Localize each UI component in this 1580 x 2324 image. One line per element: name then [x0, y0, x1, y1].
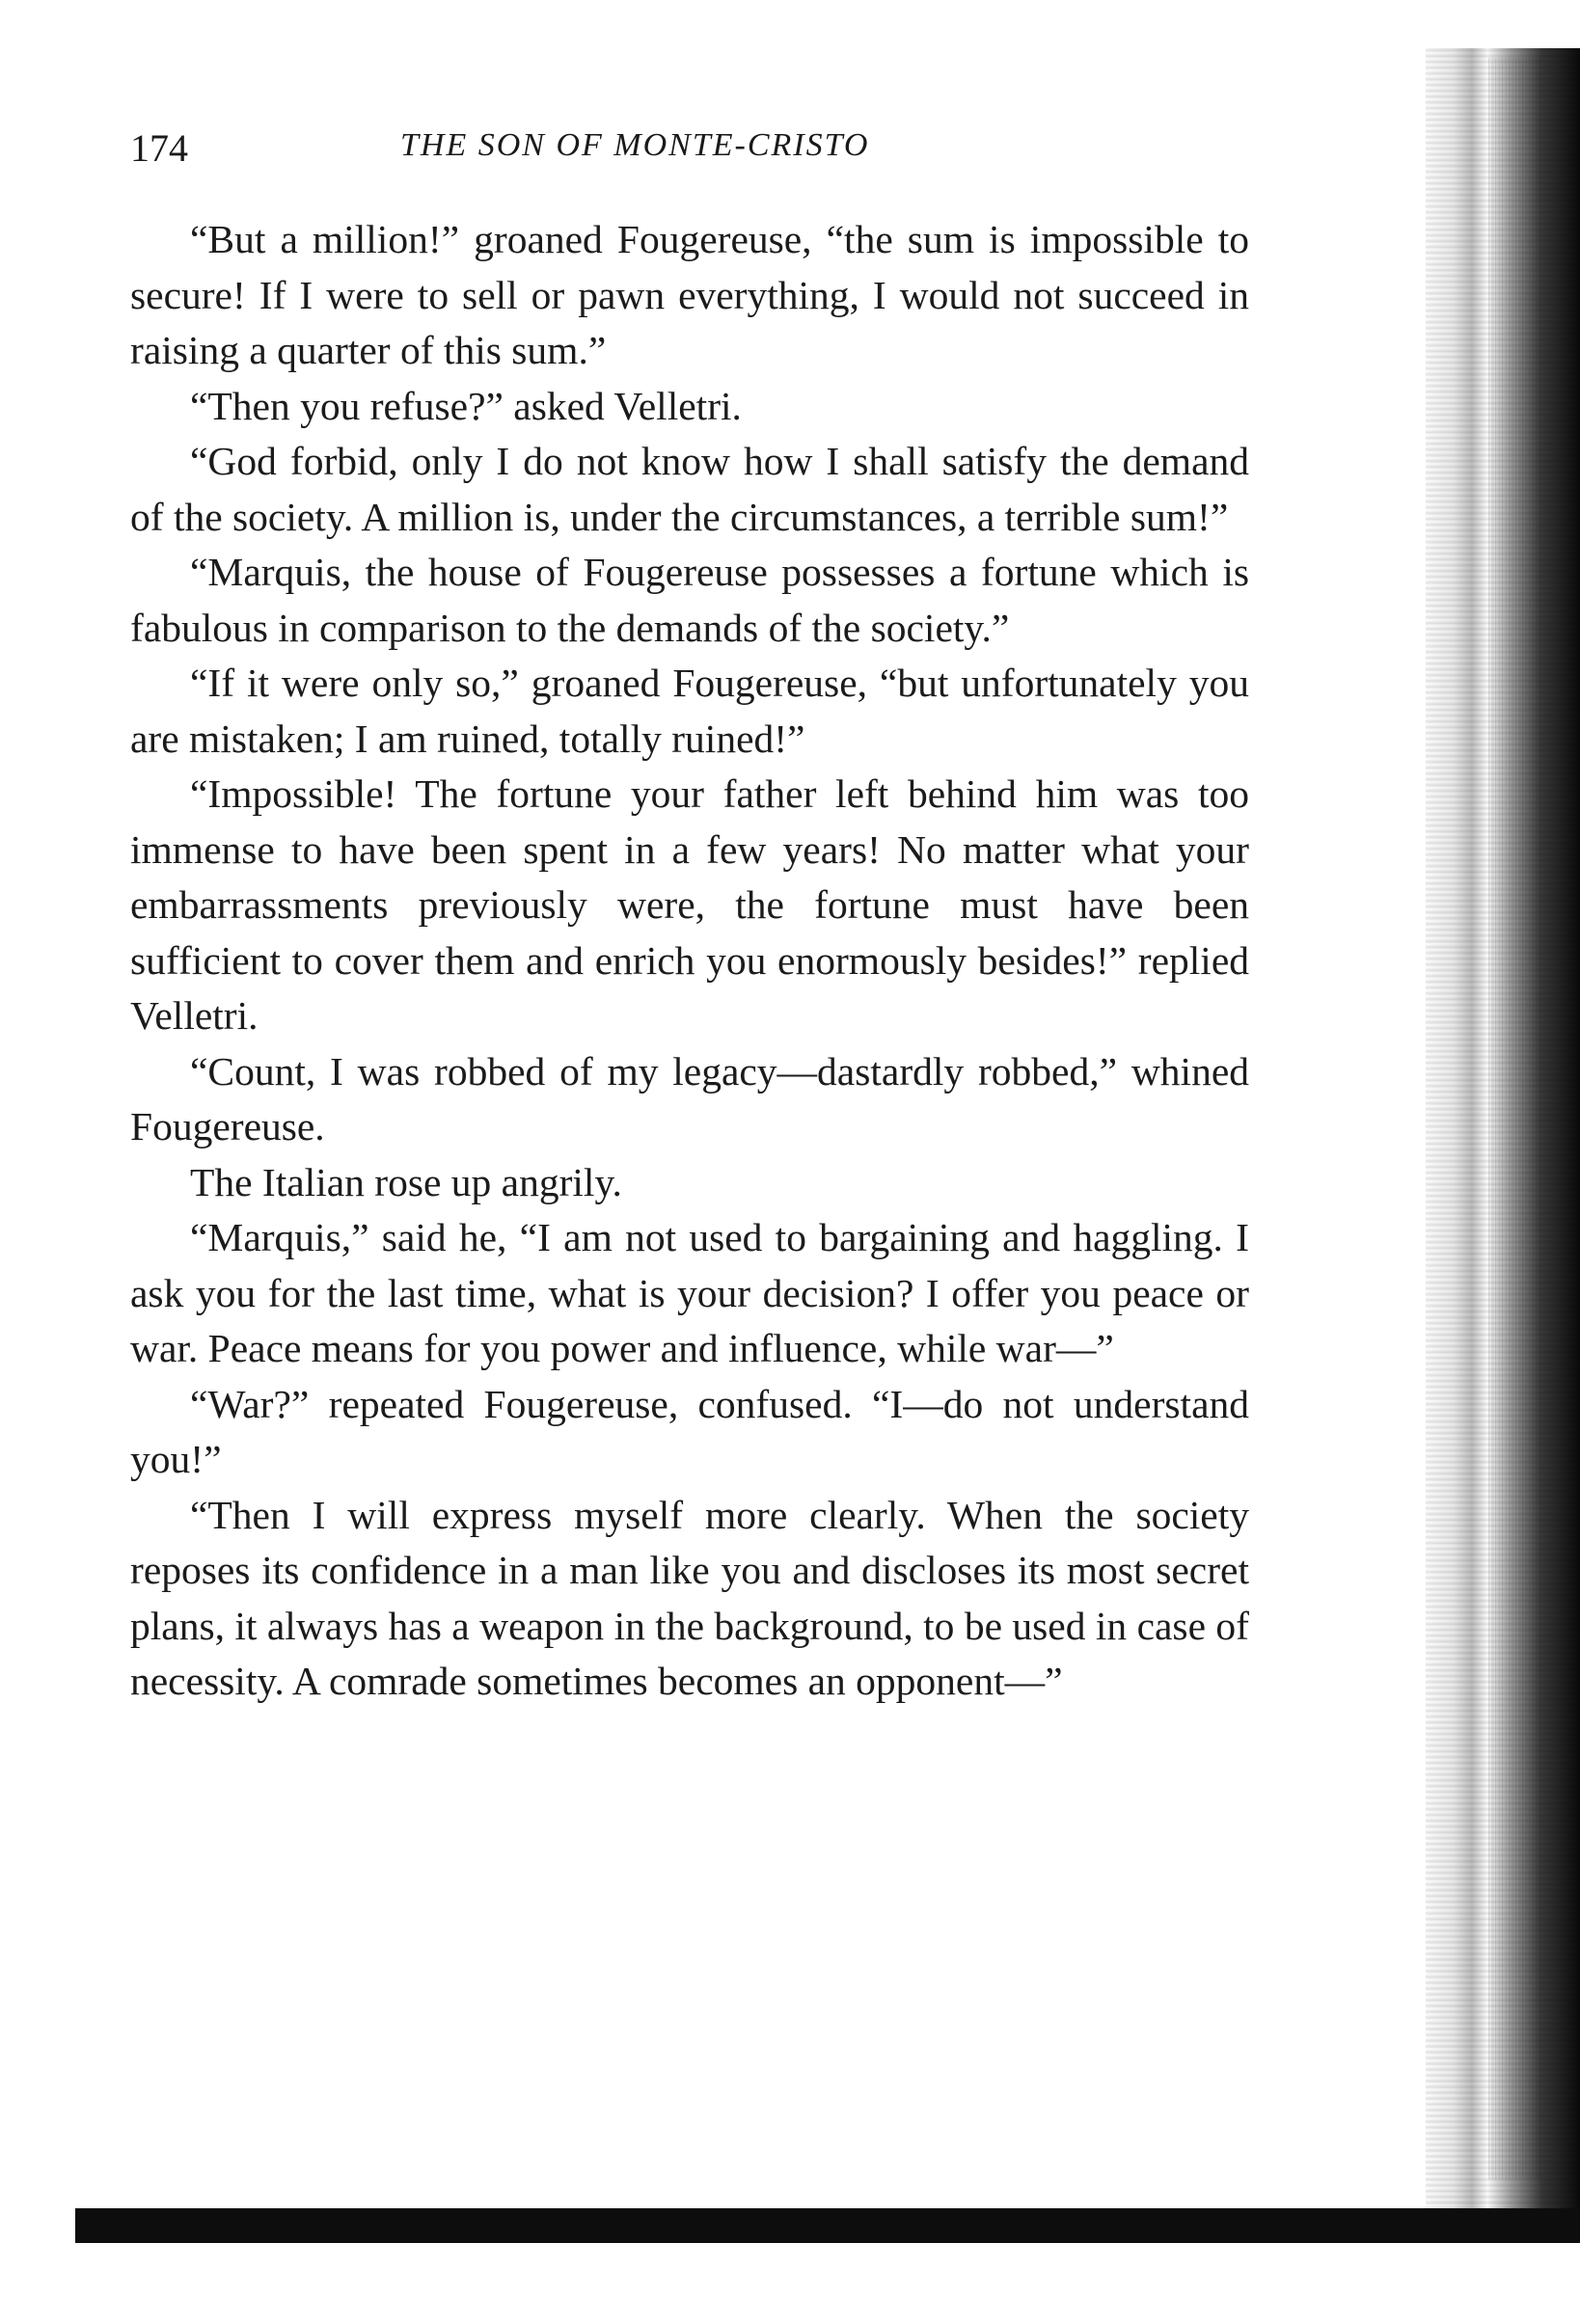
paragraph: “War?” repeated Fougereuse, confused. “I—do not understand you!”	[130, 1381, 1249, 1481]
paragraph: “Count, I was robbed of my legacy—dastardly robbed,” whined Fougereuse.	[130, 1048, 1249, 1148]
paragraph: “Marquis,” said he, “I am not used to bargaining and haggling. I ask you for the last time, what is your decision? I offer you peace or war. Peace means for you power and influence, while war—”	[130, 1215, 1249, 1370]
paragraph: “Then I will express myself more clearly. When the society reposes its confidence in a man like you and discloses its most secret plans, it always has a weapon in the background, to be used in case of necessity. A comrade sometimes becomes an opponent—”	[130, 1492, 1249, 1703]
paragraph: “Then you refuse?” asked Velletri.	[190, 383, 742, 428]
paragraph: “Impossible! The fortune your father left behind him was too immense to have been spent in a few years! No matter what your embarrassments previously were, the fortune must have been sufficient to cover them and enrich you enormously besides!” replied Velletri.	[130, 771, 1249, 1038]
paragraph: “But a million!” groaned Fougereuse, “the sum is impossible to secure! If I were to sell or pawn everything, I would not succeed in raising a quarter of this sum.”	[130, 217, 1249, 372]
paragraph: “God forbid, only I do not know how I shall satisfy the demand of the society. A million is, under the circumstances, a terrible sum!”	[130, 439, 1249, 539]
paragraph: The Italian rose up angrily.	[190, 1159, 622, 1204]
page-header	[130, 125, 1268, 183]
binding-texture	[1488, 58, 1541, 2179]
body-text	[130, 212, 1249, 1710]
page-number: 174	[130, 126, 188, 170]
bottom-scan-edge	[75, 2208, 1580, 2243]
running-title: THE SON OF MONTE-CRISTO	[400, 127, 870, 163]
paragraph: “If it were only so,” groaned Fougereuse, “but unfortunately you are mistaken; I am ruined, totally ruined!”	[130, 661, 1249, 761]
paragraph: “Marquis, the house of Fougereuse possesses a fortune which is fabulous in comparison to the demands of the society.”	[130, 550, 1249, 650]
